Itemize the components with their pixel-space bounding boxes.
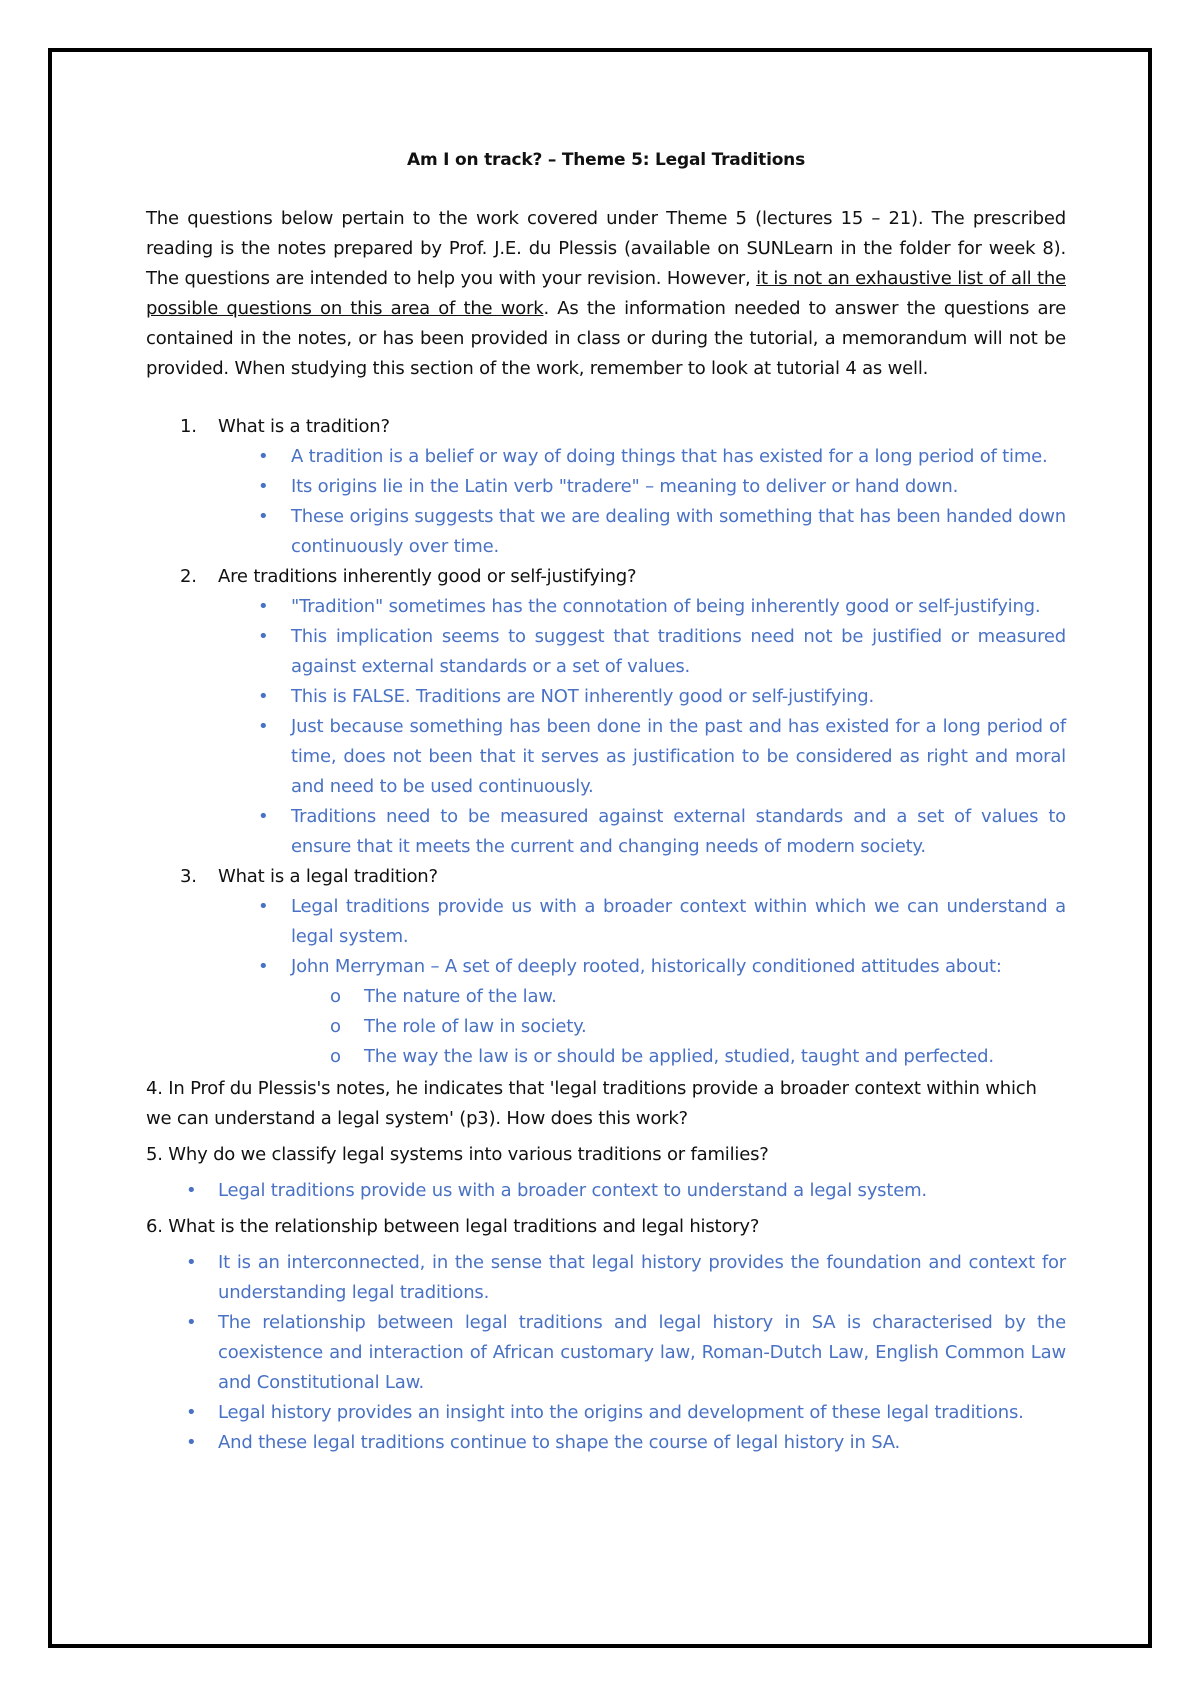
sub-answer-list (146, 982, 1066, 1072)
answer-item: • This is FALSE. Traditions are NOT inherently good or self-justifying. (146, 682, 1066, 712)
bullet-icon: • (258, 596, 269, 617)
page-title: Am I on track? – Theme 5: Legal Traditions (406, 150, 805, 170)
bullet-icon: • (186, 1180, 197, 1201)
question-1 (146, 412, 1066, 442)
sub-answer-item: o The role of law in society. (146, 1012, 1066, 1042)
document-body (146, 146, 1066, 1458)
answer-item: • "Tradition" sometimes has the connotation of being inherently good or self-justifying. (146, 592, 1066, 622)
circle-bullet-icon: o (330, 1016, 341, 1037)
intro-text-1: The questions below pertain to the work covered under Theme 5 (lectures 15 – 21). The prescribed reading is the notes prepared by Prof. J.E. du Plessis (available on SUNLearn in the folder for week 8). The questions are intended to help you with your revision. However, (146, 208, 1066, 289)
intro-paragraph (146, 204, 1066, 384)
question-6: 6. What is the relationship between legal traditions and legal history? (146, 1216, 760, 1237)
question-text: Are traditions inherently good or self-justifying? (218, 566, 637, 587)
intro-underlined: it is not an exhaustive list of all the possible questions on this area of the work (146, 268, 1066, 319)
bullet-icon: • (258, 806, 269, 827)
question-number: 2. (180, 566, 197, 587)
answer-item: • And these legal traditions continue to shape the course of legal history in SA. (146, 1428, 1066, 1458)
bullet-icon: • (258, 506, 269, 527)
bullet-icon: • (186, 1402, 197, 1423)
answer-item: • Legal history provides an insight into the origins and development of these legal traditions. (146, 1398, 1066, 1428)
sub-answer-item: o The nature of the law. (146, 982, 1066, 1012)
question-number: 3. (180, 866, 197, 887)
bullet-icon: • (186, 1312, 197, 1333)
bullet-icon: • (258, 956, 269, 977)
bullet-icon: • (258, 896, 269, 917)
answer-item: • The relationship between legal traditions and legal history in SA is characterised by the coexistence and interaction of African customary law, Roman-Dutch Law, English Common Law and Constitutional Law. (146, 1308, 1066, 1398)
answer-list (146, 1248, 1066, 1458)
bullet-icon: • (258, 716, 269, 737)
question-text: What is a tradition? (218, 416, 390, 437)
answer-item: • Just because something has been done in the past and has existed for a long period of time, does not been that it serves as justification to be considered as right and moral and need to be used continuously. (146, 712, 1066, 802)
question-4: 4. In Prof du Plessis's notes, he indicates that 'legal traditions provide a broader context within which we can understand a legal system' (p3). How does this work? (146, 1078, 1037, 1129)
bullet-icon: • (258, 446, 269, 467)
answer-item: • Its origins lie in the Latin verb "tradere" – meaning to deliver or hand down. (146, 472, 1066, 502)
bullet-icon: • (258, 626, 269, 647)
sub-answer-item: o The way the law is or should be applied, studied, taught and perfected. (146, 1042, 1066, 1072)
bullet-icon: • (258, 476, 269, 497)
answer-item: • John Merryman – A set of deeply rooted, historically conditioned attitudes about: (146, 952, 1066, 982)
question-3 (146, 862, 1066, 892)
answer-list (146, 892, 1066, 982)
answer-list (146, 442, 1066, 562)
question-number: 1. (180, 416, 197, 437)
question-2 (146, 562, 1066, 592)
intro-text-2: . As the information needed to answer the questions are contained in the notes, or has been provided in class or during the tutorial, a memorandum will not be provided. When studying this section of the work, remember to look at tutorial 4 as well. (146, 298, 1066, 379)
circle-bullet-icon: o (330, 986, 341, 1007)
answer-item: • A tradition is a belief or way of doing things that has existed for a long period of time. (146, 442, 1066, 472)
bullet-icon: • (258, 686, 269, 707)
question-text: What is a legal tradition? (218, 866, 438, 887)
answer-item: • Legal traditions provide us with a broader context within which we can understand a legal system. (146, 892, 1066, 952)
answer-item: • It is an interconnected, in the sense that legal history provides the foundation and context for understanding legal traditions. (146, 1248, 1066, 1308)
answer-list (146, 1176, 1066, 1206)
bullet-icon: • (186, 1252, 197, 1273)
answer-item: • Legal traditions provide us with a broader context to understand a legal system. (146, 1176, 1066, 1206)
answer-item: • Traditions need to be measured against external standards and a set of values to ensure that it meets the current and changing needs of modern society. (146, 802, 1066, 862)
bullet-icon: • (186, 1432, 197, 1453)
circle-bullet-icon: o (330, 1046, 341, 1067)
answer-item: • This implication seems to suggest that traditions need not be justified or measured against external standards or a set of values. (146, 622, 1066, 682)
answer-list (146, 592, 1066, 862)
question-5: 5. Why do we classify legal systems into various traditions or families? (146, 1144, 769, 1165)
answer-item: • These origins suggests that we are dealing with something that has been handed down continuously over time. (146, 502, 1066, 562)
